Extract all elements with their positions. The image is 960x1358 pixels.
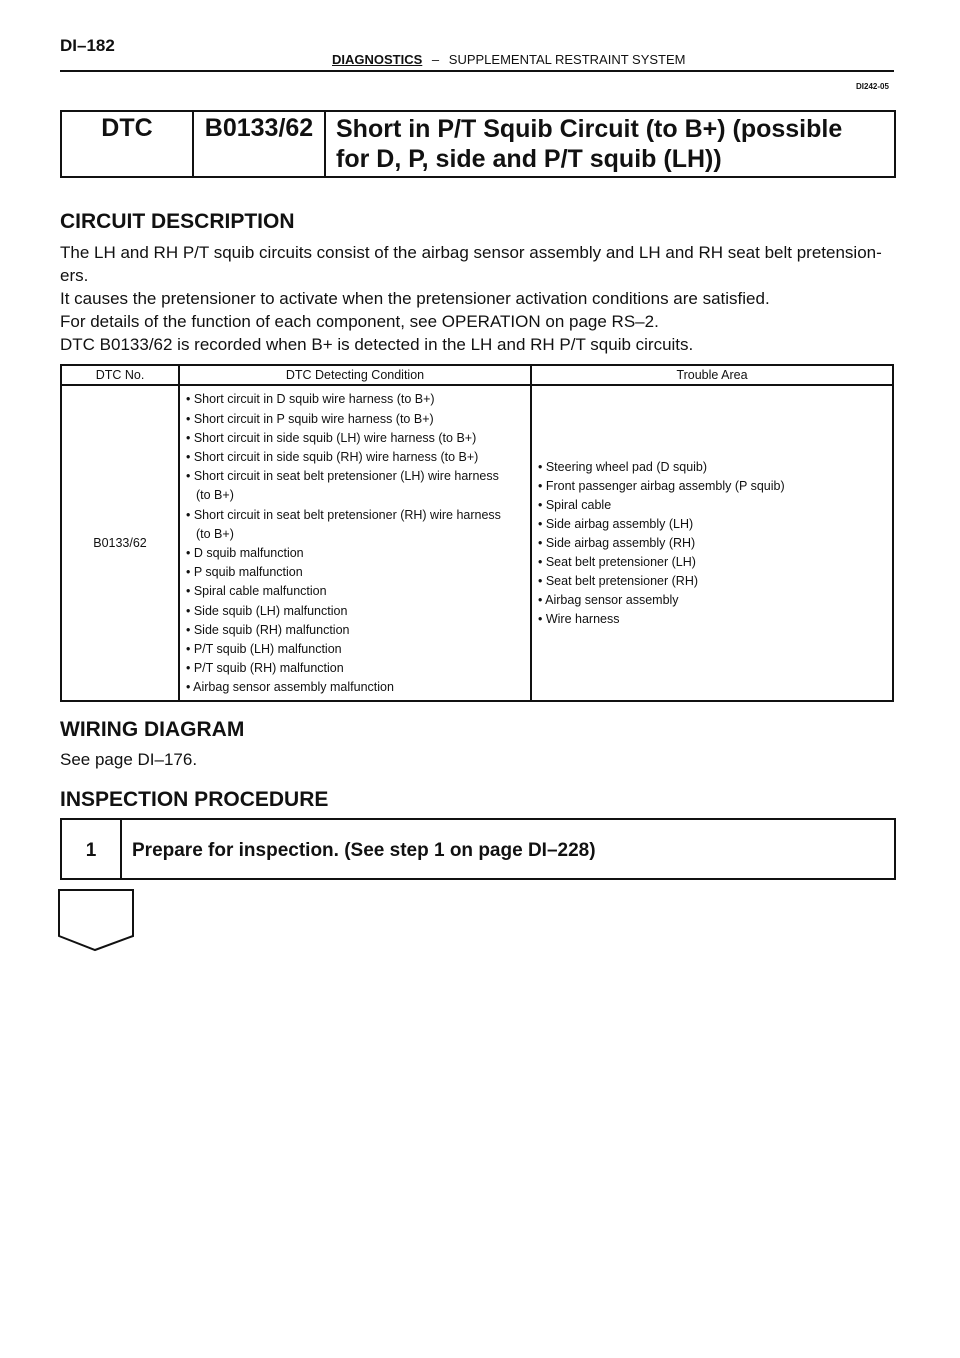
dtc-title-box <box>60 110 896 178</box>
step-number: 1 <box>62 820 122 878</box>
result-arrow-icon <box>57 888 137 963</box>
dtc-code: B0133/62 <box>194 112 326 176</box>
dtc-title-line1: Short in P/T Squib Circuit (to B+) (possible <box>336 115 843 143</box>
list-item: • Side airbag assembly (LH) <box>538 516 694 531</box>
description-line: The LH and RH P/T squib circuits consist of the airbag sensor assembly and LH and RH seat belt pretension- <box>60 243 882 262</box>
description-line: It causes the pretensioner to activate when the pretensioner activation conditions are satisfied. <box>60 289 770 308</box>
condition-list <box>180 386 530 699</box>
description-line: For details of the function of each component, see OPERATION on page RS–2. <box>60 312 659 331</box>
list-item: • Side squib (RH) malfunction <box>186 622 350 637</box>
header-section: DIAGNOSTICS <box>332 52 423 67</box>
description-line: ers. <box>60 266 89 285</box>
list-item: • Seat belt pretensioner (LH) <box>538 554 696 569</box>
header-subsection: SUPPLEMENTAL RESTRAINT SYSTEM <box>448 52 686 67</box>
list-item: (to B+) <box>196 488 234 503</box>
list-item: • Steering wheel pad (D squib) <box>538 459 708 474</box>
circuit-description-text <box>60 241 900 356</box>
dtc-title <box>326 112 894 176</box>
dtc-label: DTC <box>62 112 194 176</box>
trouble-area-list <box>532 458 892 629</box>
column-header: Trouble Area <box>531 365 893 385</box>
dtc-table <box>60 364 894 702</box>
description-line: DTC B0133/62 is recorded when B+ is detected in the LH and RH P/T squib circuits. <box>60 335 694 354</box>
wiring-diagram-heading: WIRING DIAGRAM <box>60 718 245 741</box>
step-text: Prepare for inspection. (See step 1 on page DI–228) <box>132 840 596 861</box>
list-item: • Airbag sensor assembly malfunction <box>186 680 394 695</box>
list-item: • Spiral cable malfunction <box>186 584 327 599</box>
column-header: DTC No. <box>61 365 179 385</box>
list-item: • Seat belt pretensioner (RH) <box>538 573 699 588</box>
document-code: DI242-05 <box>856 82 889 91</box>
header-divider <box>60 70 894 72</box>
page-number: DI–182 <box>60 36 115 55</box>
running-header <box>332 52 685 67</box>
list-item: • Side squib (LH) malfunction <box>186 603 348 618</box>
list-item: • Spiral cable <box>538 497 612 512</box>
trouble-area-cell <box>531 385 893 701</box>
table-header-row <box>61 365 893 385</box>
detecting-condition-cell <box>179 385 531 701</box>
list-item: • Front passenger airbag assembly (P squib) <box>538 478 785 493</box>
column-header: DTC Detecting Condition <box>179 365 531 385</box>
list-item: • Airbag sensor assembly <box>538 592 679 607</box>
list-item: • Short circuit in D squib wire harness (to B+) <box>186 392 435 407</box>
list-item: • P/T squib (LH) malfunction <box>186 642 342 657</box>
list-item: • P squib malfunction <box>186 565 303 580</box>
list-item: • Short circuit in P squib wire harness (to B+) <box>186 411 434 426</box>
wiring-diagram-text: See page DI–176. <box>60 750 198 769</box>
circuit-description-heading: CIRCUIT DESCRIPTION <box>60 210 295 233</box>
list-item: • Wire harness <box>538 611 620 626</box>
list-item: • P/T squib (RH) malfunction <box>186 661 344 676</box>
list-item: • Short circuit in seat belt pretensioner (LH) wire harness <box>186 469 499 484</box>
dtc-number-cell: B0133/62 <box>61 385 179 701</box>
table-row <box>61 385 893 701</box>
list-item: • Side airbag assembly (RH) <box>538 535 696 550</box>
list-item: (to B+) <box>196 526 234 541</box>
list-item: • Short circuit in side squib (LH) wire harness (to B+) <box>186 430 477 445</box>
list-item: • D squib malfunction <box>186 546 304 560</box>
dtc-title-line2: for D, P, side and P/T squib (LH)) <box>336 145 722 173</box>
inspection-procedure-heading: INSPECTION PROCEDURE <box>60 788 329 811</box>
list-item: • Short circuit in side squib (RH) wire harness (to B+) <box>186 449 479 464</box>
inspection-step-box <box>60 818 896 880</box>
list-item: • Short circuit in seat belt pretensioner (RH) wire harness <box>186 507 501 522</box>
header-separator: – <box>431 52 440 67</box>
